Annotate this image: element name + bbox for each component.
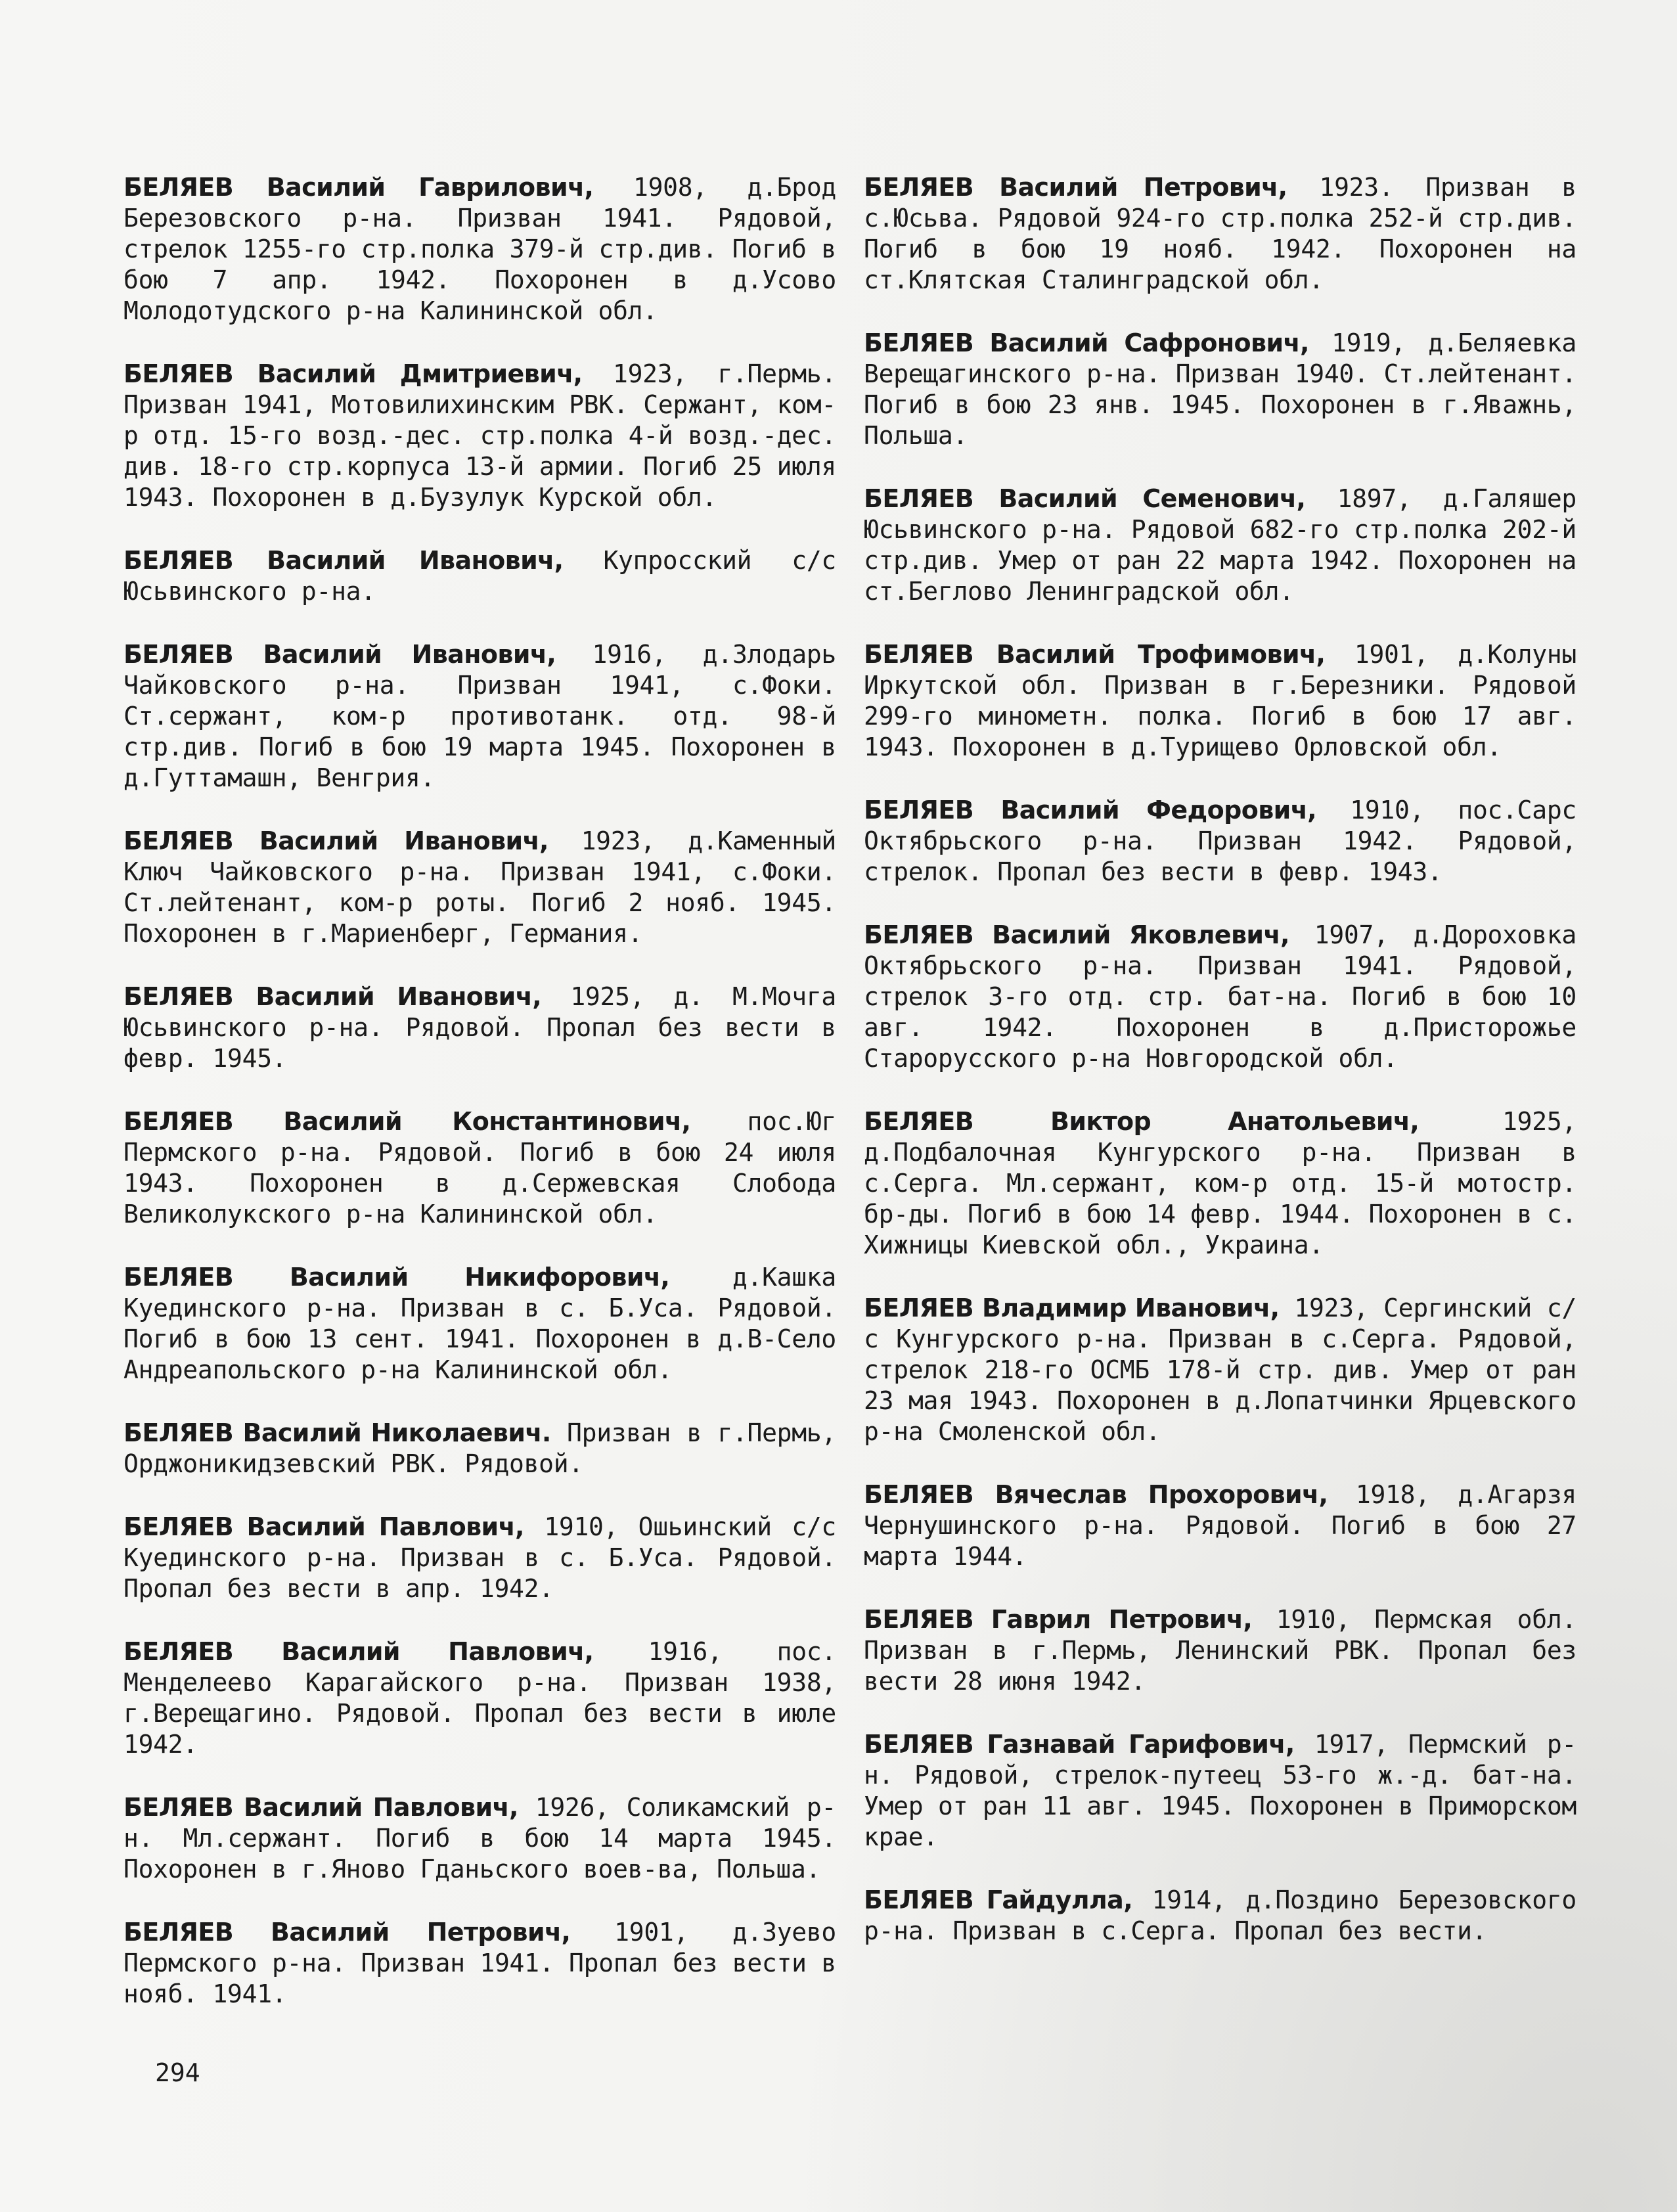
- entry: [864, 172, 1576, 296]
- entry-name: БЕЛЯЕВ Василий Константинович,: [123, 1107, 691, 1136]
- entry-text: 1916, пос. Менделеево Карагайского р-на. Призван 1938, г.Верещагино. Рядовой. Пропал без вести в июле 1942.: [123, 1637, 836, 1759]
- entry: [123, 359, 836, 513]
- entry-text: 1916, д.Злодарь Чайковского р-на. Призван 1941, с.Фоки. Ст.сержант, ком-р противотанк. отд. 98-й стр.див. Погиб в бою 19 марта 1945. Похоронен в д.Гуттамашн, Венгрия.: [123, 640, 836, 792]
- entry: [123, 639, 836, 794]
- entry: [123, 1512, 836, 1604]
- entry-text: 1918, д.Агарзя Чернушинского р-на. Рядовой. Погиб в бою 27 марта 1944.: [864, 1480, 1576, 1571]
- entry: [864, 920, 1576, 1074]
- entry-name: БЕЛЯЕВ Василий Яковлевич,: [864, 920, 1289, 949]
- entry: [123, 1636, 836, 1760]
- entry-text: 1897, д.Галяшер Юсьвинского р-на. Рядовой 682-го стр.полка 202-й стр.див. Умер от ран 22 марта 1942. Похоронен на ст.Беглово Ленинградской обл.: [864, 484, 1576, 606]
- entry-name: БЕЛЯЕВ Василий Трофимович,: [864, 640, 1326, 669]
- entry: [864, 795, 1576, 888]
- entry-name: БЕЛЯЕВ Василий Петрович,: [123, 1918, 571, 1947]
- entry-text: 1923, Сергинский с/с Кунгурского р-на. Призван в с.Серга. Рядовой, стрелок 218-го ОСМБ 178-й стр. див. Умер от ран 23 мая 1943. Похоронен в д.Лопатчинки Ярцевского р-на Смоленской обл.: [864, 1294, 1576, 1446]
- entry: [123, 826, 836, 949]
- entry-name: БЕЛЯЕВ Василий Гаврилович,: [123, 173, 594, 202]
- entry: [864, 1604, 1576, 1697]
- entry-name: БЕЛЯЕВ Гайдулла,: [864, 1885, 1133, 1914]
- left-column: [123, 172, 836, 2042]
- entry-name: БЕЛЯЕВ Василий Дмитриевич,: [123, 359, 583, 388]
- entry: [864, 484, 1576, 607]
- entry-text: 1923, г.Пермь. Призван 1941, Мотовилихинским РВК. Сержант, ком-р отд. 15-го возд.-дес. стр.полка 4-й возд.-дес. див. 18-го стр.корпуса 13-й армии. Погиб 25 июля 1943. Похоронен в д.Бузулук Курской обл.: [123, 359, 837, 512]
- entry-text: 1917, Пермский р-н. Рядовой, стрелок-путеец 53-го ж.-д. бат-на. Умер от ран 11 авг. 1945. Похоронен в Приморском крае.: [864, 1730, 1576, 1851]
- entry-text: д.Кашка Куединского р-на. Призван в с. Б.Уса. Рядовой. Погиб в бою 13 сент. 1941. Похоронен в д.В-Село Андреапольского р-на Калининской обл.: [123, 1263, 836, 1384]
- entry-text: 1910, Пермская обл. Призван в г.Пермь, Ленинский РВК. Пропал без вести 28 июня 1942.: [864, 1605, 1576, 1696]
- entry-text: 1910, пос.Сарс Октябрьского р-на. Призван 1942. Рядовой, стрелок. Пропал без вести в февр. 1943.: [864, 796, 1576, 886]
- entry-name: БЕЛЯЕВ Василий Иванович,: [123, 640, 556, 669]
- right-column: [864, 172, 1576, 1979]
- entry: [864, 1729, 1576, 1853]
- entry-text: 1907, д.Дороховка Октябрьского р-на. Призван 1941. Рядовой, стрелок 3-го отд. стр. бат-на. Погиб в бою 10 авг. 1942. Похоронен в д.Присторожье Старорусского р-на Новгородской обл.: [864, 920, 1576, 1073]
- entry-text: 1925, д. М.Мочга Юсьвинского р-на. Рядовой. Пропал без вести в февр. 1945.: [123, 982, 837, 1073]
- entry: [123, 1792, 836, 1885]
- entry: [123, 172, 836, 327]
- entry-text: 1914, д.Поздино Березовского р-на. Призван в с.Серга. Пропал без вести.: [864, 1885, 1576, 1945]
- entry: [123, 1262, 836, 1386]
- entry-text: Купросский с/с Юсьвинского р-на.: [123, 546, 836, 606]
- entry-name: БЕЛЯЕВ Василий Петрович,: [864, 173, 1287, 202]
- entry: [864, 639, 1576, 763]
- entry-name: БЕЛЯЕВ Василий Павлович,: [123, 1512, 524, 1541]
- entry-name: БЕЛЯЕВ Василий Иванович,: [123, 546, 564, 575]
- entry-name: БЕЛЯЕВ Василий Павлович,: [123, 1793, 518, 1822]
- entry: [123, 1418, 836, 1479]
- entry: [864, 1479, 1576, 1572]
- entry-text: 1901, д.Зуево Пермского р-на. Призван 1941. Пропал без вести в нояб. 1941.: [123, 1918, 837, 2008]
- entry-name: БЕЛЯЕВ Василий Никифорович,: [123, 1263, 670, 1292]
- entry: [864, 1293, 1576, 1447]
- entry: [864, 1106, 1576, 1261]
- entry: [864, 328, 1576, 451]
- entry-name: БЕЛЯЕВ Вячеслав Прохорович,: [864, 1480, 1328, 1509]
- entry-text: 1908, д.Брод Березовского р-на. Призван 1941. Рядовой, стрелок 1255-го стр.полка 379-й стр.див. Погиб в бою 7 апр. 1942. Похоронен в д.Усово Молодотудского р-на Калининской обл.: [123, 173, 836, 325]
- entry-name: БЕЛЯЕВ Василий Иванович,: [123, 826, 548, 855]
- entry-name: БЕЛЯЕВ Газнавай Гарифович,: [864, 1730, 1295, 1759]
- entry-name: БЕЛЯЕВ Василий Семенович,: [864, 484, 1306, 513]
- entry-text: 1926, Соликамский р-н. Мл.сержант. Погиб в бою 14 марта 1945. Похоронен в г.Яново Гданьского воев-ва, Польша.: [123, 1793, 836, 1884]
- entry-text: 1923, д.Каменный Ключ Чайковского р-на. Призван 1941, с.Фоки. Ст.лейтенант, ком-р роты. Погиб 2 нояб. 1945. Похоронен в г.Мариенберг, Германия.: [123, 826, 836, 948]
- entry-name: БЕЛЯЕВ Гаврил Петрович,: [864, 1605, 1253, 1634]
- entry-name: БЕЛЯЕВ Виктор Анатольевич,: [864, 1107, 1420, 1136]
- entry-text: 1910, Ошьинский с/с Куединского р-на. Призван в с. Б.Уса. Рядовой. Пропал без вести в апр. 1942.: [123, 1512, 836, 1603]
- entry-name: БЕЛЯЕВ Василий Федорович,: [864, 796, 1317, 824]
- entry-name: БЕЛЯЕВ Василий Сафронович,: [864, 328, 1309, 357]
- entry: [123, 982, 836, 1074]
- entry: [864, 1885, 1576, 1947]
- entry: [123, 1106, 836, 1230]
- entry-text: пос.Юг Пермского р-на. Рядовой. Погиб в бою 24 июля 1943. Похоронен в д.Сержевская Слобода Великолукского р-на Калининской обл.: [123, 1107, 837, 1229]
- entry-text: 1901, д.Колуны Иркутской обл. Призван в г.Березники. Рядовой 299-го минометн. полка. Погиб в бою 17 авг. 1943. Похоронен в д.Турищево Орловской обл.: [864, 640, 1576, 761]
- entry: [123, 545, 836, 607]
- entry-text: 1919, д.Беляевка Верещагинского р-на. Призван 1940. Ст.лейтенант. Погиб в бою 23 янв. 1945. Похоронен в г.Яважнь, Польша.: [864, 328, 1577, 450]
- entry-name: БЕЛЯЕВ Василий Иванович,: [123, 982, 542, 1011]
- page-number: 294: [155, 2058, 200, 2087]
- entry-name: БЕЛЯЕВ Василий Николаевич.: [123, 1418, 551, 1447]
- entry-text: 1923. Призван в с.Юсьва. Рядовой 924-го стр.полка 252-й стр.див. Погиб в бою 19 нояб. 1942. Похоронен на ст.Клятская Сталинградской обл.: [864, 173, 1577, 294]
- entry: [123, 1917, 836, 2010]
- entry-name: БЕЛЯЕВ Владимир Иванович,: [864, 1294, 1280, 1322]
- entry-text: Призван в г.Пермь, Орджоникидзевский РВК. Рядовой.: [123, 1418, 836, 1478]
- entry-text: 1925, д.Подбалочная Кунгурского р-на. Призван в с.Серга. Мл.сержант, ком-р отд. 15-й мотостр. бр-ды. Погиб в бою 14 февр. 1944. Похоронен в с. Хижницы Киевской обл., Украина.: [864, 1107, 1576, 1259]
- entry-name: БЕЛЯЕВ Василий Павлович,: [123, 1637, 594, 1666]
